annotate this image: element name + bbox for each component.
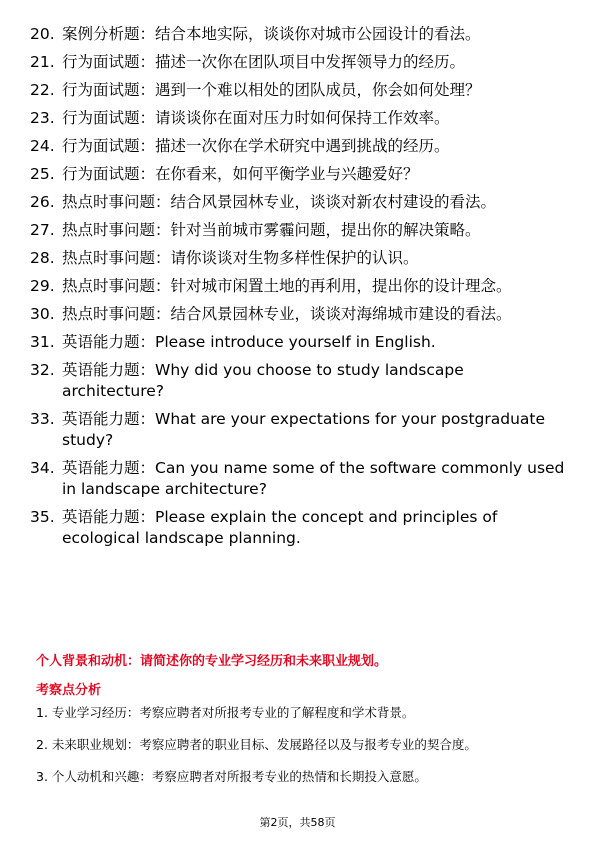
- question-number: 25.: [30, 165, 55, 183]
- question-number: 31.: [30, 333, 55, 351]
- question-text: 英语能力题：What are your expectations for your postgraduate study?: [62, 410, 546, 449]
- page-footer: 第2页，共58页: [259, 816, 336, 829]
- question-text: 英语能力题：Please introduce yourself in English.: [62, 333, 436, 351]
- question-item: [30, 108, 570, 129]
- question-number: 34.: [30, 459, 55, 477]
- question-text: 英语能力题：Why did you choose to study landscape architecture?: [62, 361, 464, 400]
- question-item: [30, 276, 570, 297]
- analysis-point: 1. 专业学习经历：考察应聘者对所报考专业的了解程度和学术背景。: [36, 705, 415, 720]
- question-item: [30, 164, 570, 185]
- question-number: 35.: [30, 508, 55, 526]
- question-number: 20.: [30, 25, 55, 43]
- question-text: 热点时事问题：针对城市闲置土地的再利用，提出你的设计理念。: [62, 277, 512, 295]
- question-text: 热点时事问题：结合风景园林专业，谈谈对新农村建设的看法。: [62, 193, 497, 211]
- question-text: 英语能力题：Can you name some of the software commonly used in landscape architecture?: [62, 459, 565, 498]
- question-item: [30, 52, 570, 73]
- question-item: [30, 136, 570, 157]
- analysis-point: 3. 个人动机和兴趣：考察应聘者对所报考专业的热情和长期投入意愿。: [36, 769, 427, 784]
- question-number: 24.: [30, 137, 55, 155]
- question-number: 28.: [30, 249, 55, 267]
- question-number: 29.: [30, 277, 55, 295]
- question-number: 23.: [30, 109, 55, 127]
- question-item: [30, 80, 570, 101]
- question-item: [30, 304, 570, 325]
- question-item: [30, 24, 570, 45]
- question-text: 行为面试题：描述一次你在团队项目中发挥领导力的经历。: [62, 53, 466, 71]
- question-text: 行为面试题：请谈谈你在面对压力时如何保持工作效率。: [62, 109, 450, 127]
- question-text: 热点时事问题：结合风景园林专业，谈谈对海绵城市建设的看法。: [62, 305, 512, 323]
- section-heading: 个人背景和动机：请简述你的专业学习经历和未来职业规划。: [36, 654, 388, 669]
- question-text: 热点时事问题：请你谈谈对生物多样性保护的认识。: [62, 249, 419, 267]
- question-text: 热点时事问题：针对当前城市雾霾问题，提出你的解决策略。: [62, 221, 481, 239]
- question-number: 26.: [30, 193, 55, 211]
- analysis-heading: 考察点分析: [36, 683, 102, 698]
- question-item: [30, 332, 570, 353]
- question-text: 案例分析题：结合本地实际，谈谈你对城市公园设计的看法。: [62, 25, 481, 43]
- question-text: 行为面试题：描述一次你在学术研究中遇到挑战的经历。: [62, 137, 450, 155]
- question-text: 行为面试题：遇到一个难以相处的团队成员，你会如何处理？: [62, 81, 481, 99]
- question-text: 英语能力题：Please explain the concept and principles of ecological landscape planning.: [62, 508, 498, 547]
- question-item: [30, 507, 570, 549]
- question-list: [30, 24, 570, 556]
- question-item: [30, 220, 570, 241]
- question-number: 33.: [30, 410, 55, 428]
- question-number: 30.: [30, 305, 55, 323]
- question-number: 21.: [30, 53, 55, 71]
- question-item: [30, 192, 570, 213]
- question-number: 27.: [30, 221, 55, 239]
- question-number: 22.: [30, 81, 55, 99]
- analysis-points: [36, 704, 566, 800]
- question-item: [30, 458, 570, 500]
- question-text: 行为面试题：在你看来，如何平衡学业与兴趣爱好？: [62, 165, 419, 183]
- analysis-point: 2. 未来职业规划：考察应聘者的职业目标、发展路径以及与报考专业的契合度。: [36, 737, 477, 752]
- question-item: [30, 248, 570, 269]
- question-number: 32.: [30, 361, 55, 379]
- question-item: [30, 409, 570, 451]
- question-item: [30, 360, 570, 402]
